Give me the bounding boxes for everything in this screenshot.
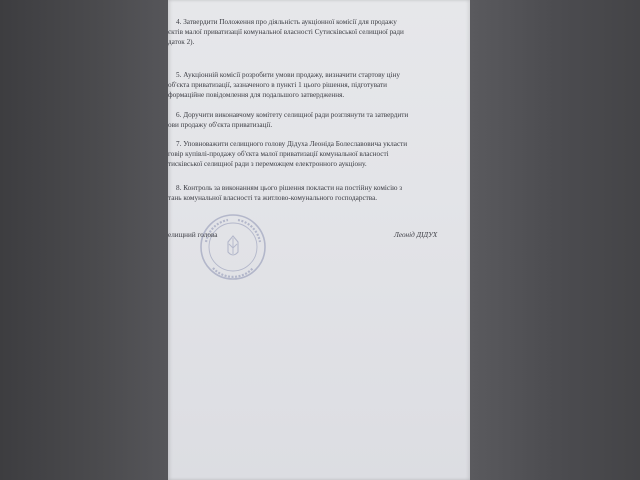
seal-icon [198,212,268,282]
paragraph-4 [168,17,458,47]
paragraph-line: тань комунальної власності та житлово-комунального господарства. [168,194,378,202]
signature-title: елищний голова [168,231,218,239]
document-page [168,0,470,480]
paragraph-line: даток 2). [168,38,195,46]
background-right [470,0,640,480]
paragraph-line: 4. Затвердити Положення про діяльність аукціонної комісії для продажу [176,18,397,26]
paragraph-line: формаційне повідомлення для подальшого затвердження. [168,91,345,99]
paragraph-line: 7. Уповноважити селищного голову Дідуха Леоніда Болеславовича укласти [176,140,408,148]
paragraph-line: 8. Контроль за виконанням цього рішення покласти на постійну комісію з [176,184,403,192]
background-left [0,0,168,480]
paragraph-line: єктів малої приватизації комунальної власності Сутисківської селищної ради [168,28,404,36]
paragraph-line: 6. Доручити виконавчому комітету селищної ради розглянути та затвердити [176,111,409,119]
signature-name: Леонід ДІДУХ [394,231,438,239]
paragraph-line: 5. Аукціонній комісії розробити умови продажу, визначити стартову ціну [176,71,400,79]
paragraph-8 [168,183,458,203]
paragraph-5 [168,70,458,100]
paragraph-line: об'єкта приватизації, зазначеного в пункті 1 цього рішення, підготувати [168,81,387,89]
paragraph-line: тисківської селищної ради з переможцем електронного аукціону. [168,160,367,168]
paragraph-7 [168,139,458,169]
paragraph-6 [168,110,458,130]
paragraph-line: говір купівлі-продажу об'єкта малої приватизації комунальної власності [168,150,389,158]
paragraph-line: ови продажу об'єкта приватизації. [168,121,273,129]
